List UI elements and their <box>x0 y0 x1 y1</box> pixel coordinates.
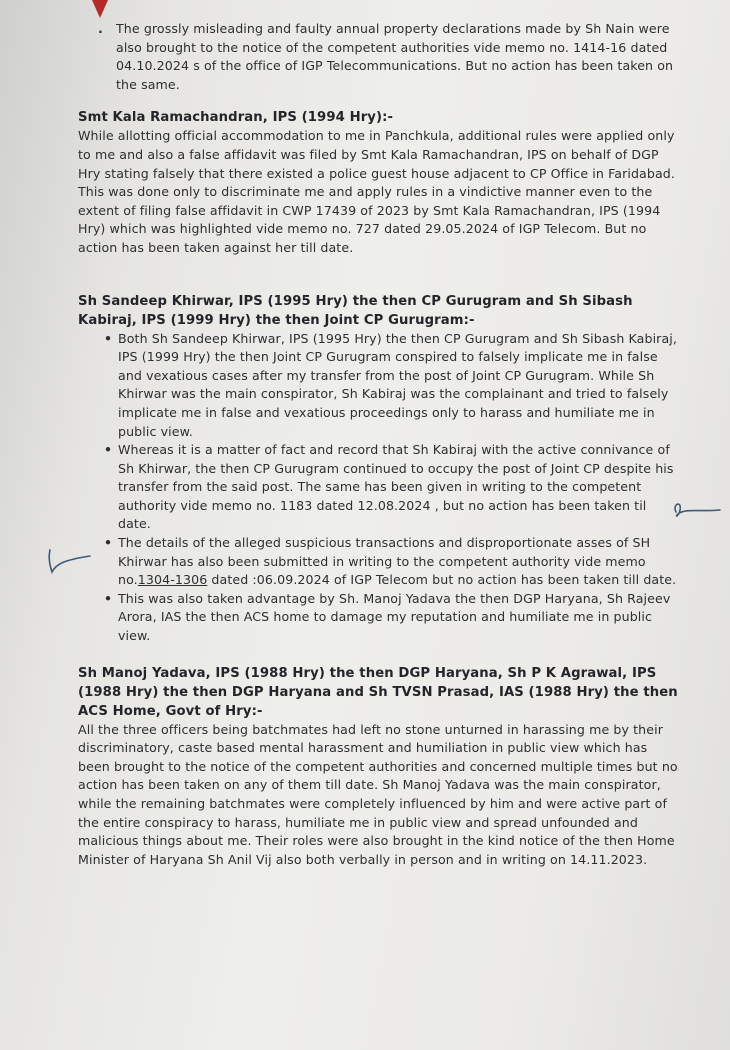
list-item <box>104 590 678 646</box>
list-item-text: This was also taken advantage by Sh. Manoj Yadava the then DGP Haryana, Sh Rajeev Arora, IAS the then ACS home to damage my reputation and humiliate me in public view. <box>118 590 671 644</box>
bullet-icon: • <box>104 442 113 458</box>
list-item <box>104 441 678 534</box>
red-corner-tab <box>92 0 108 18</box>
list-item-text: Whereas it is a matter of fact and record that Sh Kabiraj with the active connivance of Sh Khirwar, the then CP Gurugram continued to occupy the post of Joint CP despite his transfer from the said post. The same has been given in writing to the competent authority vide memo no. 1183 dated 12.08.2024 , but no action has been taken til date. <box>118 442 674 532</box>
list-item-text-before: The details of the alleged suspicious transactions and disproportionate asses of SH Khirwar has also been submitted in writing to the competent authority vide memo no. <box>118 535 651 588</box>
section-heading-kala-ramachandran: Smt Kala Ramachandran, IPS (1994 Hry):- <box>78 110 394 126</box>
bullet-list-khirwar-kabiraj <box>78 330 678 646</box>
memo-number-underlined: 1304-1306 <box>137 572 208 588</box>
list-item <box>104 330 678 442</box>
section-heading-yadava-agrawal-prasad: Sh Manoj Yadava, IPS (1988 Hry) the then DGP Haryana, Sh P K Agrawal, IPS (1988 Hry) the then DGP Haryana and Sh TVSN Prasad, IAS (1988 Hry) the then ACS Home, Govt of Hry:- <box>78 665 678 719</box>
section-spacer <box>78 646 678 664</box>
list-item <box>104 534 678 590</box>
document-body <box>78 20 678 869</box>
intro-text: The grossly misleading and faulty annual property declarations made by Sh Nain were also brought to the notice of the competent authorities vide memo no. 1414-16 dated 04.10.2024 s of the office of IGP Telecommunications. But no action has been taken on the same. <box>116 21 674 92</box>
list-item-text: Both Sh Sandeep Khirwar, IPS (1995 Hry) the then CP Gurugram and Sh Sibash Kabiraj, IPS (1999 Hry) the then Joint CP Gurugram conspired to falsely implicate me in false and vexatious cases after my transfer from the post of Joint CP Gurugram. While Sh Khirwar was the main conspirator, Sh Kabiraj was the complainant and tried to falsely implicate me in false and vexatious proceedings only to harass and humiliate me in public view. <box>118 330 677 439</box>
bullet-icon: • <box>104 590 113 606</box>
bullet-icon: • <box>104 330 113 346</box>
section-paragraph-yadava-agrawal-prasad: All the three officers being batchmates had left no stone unturned in harassing me by their discriminatory, caste based mental harassment and humiliation in public view which has been brought to the notice of the competent authorities and concerned multiple times but no action has been taken on any of them till date. Sh Manoj Yadava was the main conspirator, while the remaining batchmates were completely influenced by him and were active part of the entire conspiracy to harass, humiliate me in public view and spread unfounded and malicious things about me. Their roles were also brought in the kind notice of the then Home Minister of Haryana Sh Anil Vij also both verbally in person and in writing on 14.11.2023. <box>78 721 678 867</box>
list-item-text-after: dated :06.09.2024 of IGP Telecom but no action has been taken till date. <box>207 572 677 588</box>
section-spacer <box>78 258 678 292</box>
bullet-dot: . <box>98 21 103 36</box>
section-paragraph-kala-ramachandran: While allotting official accommodation to me in Panchkula, additional rules were applied only to me and also a false affidavit was filed by Smt Kala Ramachandran, IPS on behalf of DGP Hry stating falsely that there existed a police guest house adjacent to CP Office in Faridabad. This was done only to discriminate me and apply rules in a vindictive manner even to the extent of filing false affidavit in CWP 17439 of 2023 by Smt Kala Ramachandran, IPS (1994 Hry) which was highlighted vide memo no. 727 dated 29.05.2024 of IGP Telecom. But no action has been taken against her till date. <box>78 128 675 255</box>
bullet-icon: • <box>104 535 113 551</box>
intro-paragraph <box>78 20 678 94</box>
section-heading-khirwar-kabiraj: Sh Sandeep Khirwar, IPS (1995 Hry) the then CP Gurugram and Sh Sibash Kabiraj, IPS (1999 Hry) the then Joint CP Gurugram:- <box>78 293 633 328</box>
